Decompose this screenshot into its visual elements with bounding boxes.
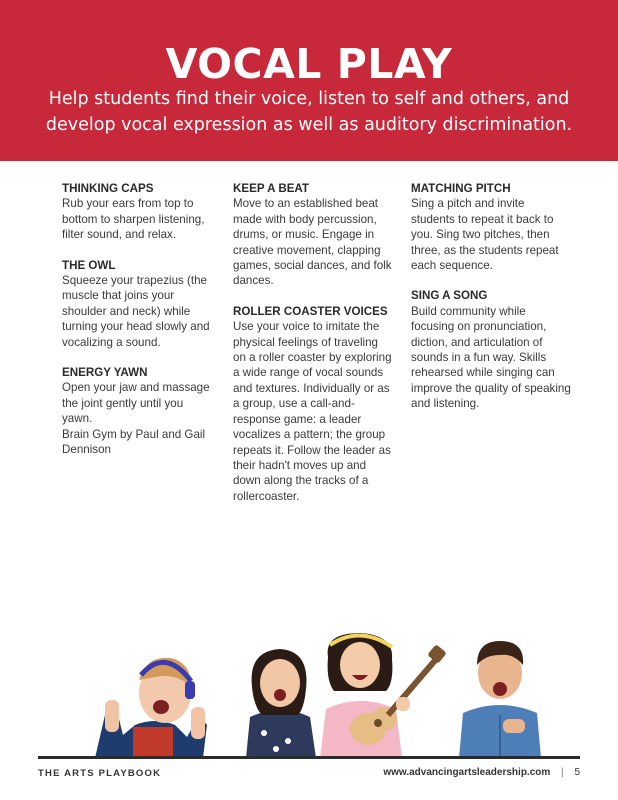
column-1	[62, 181, 212, 473]
girl-singing-image	[240, 637, 320, 758]
section-credit: Brain Gym by Paul and Gail Dennison	[62, 427, 206, 457]
section-body: Sing a pitch and invite students to repeat it back to you. Sing two pitches, then three, as the students repeat each sequence.	[411, 197, 559, 273]
section-title: THE OWL	[62, 258, 116, 272]
section-body: Build community while focusing on pronunciation, diction, and articulation of sounds in a fun way. Skills rehearsed while singing can improve the quality of speaking and listening.	[411, 304, 571, 411]
section-roller-coaster-voices	[233, 304, 393, 504]
boy-denim-image	[455, 633, 545, 758]
section-title: THINKING CAPS	[62, 182, 154, 195]
page-subtitle: Help students find their voice, listen to self and others, and develop vocal expression as well as auditory discrimination.	[45, 89, 573, 135]
publication-name: THE ARTS PLAYBOOK	[38, 768, 162, 779]
page-number: 5	[574, 767, 580, 778]
footer-info	[383, 767, 580, 778]
website-link[interactable]: www.advancingartsleadership.com	[383, 767, 551, 778]
section-title: MATCHING PITCH	[411, 182, 511, 195]
section-body: Squeeze your trapezius (the muscle that joins your shoulder and neck) while turning your head slowly and vocalizing a sound.	[62, 274, 210, 349]
boy-headphones-image	[95, 645, 215, 758]
section-thinking-caps	[62, 181, 212, 243]
section-title: ROLLER COASTER VOICES	[233, 304, 388, 318]
section-keep-a-beat	[233, 181, 393, 289]
section-body: Use your voice to imitate the physical feelings of traveling on a roller coaster by exploring a wide range of vocal sounds and textures. Individually or as a group, use a call-and-response game: a leader vocalizes a pattern; the group repeats it. Follow the leader as their hadn't moves up and down along the tracks of a rollercoaster.	[233, 320, 392, 503]
page-title: VOCAL PLAY	[165, 40, 453, 88]
children-photo-strip	[0, 625, 618, 758]
footer-rule	[38, 756, 580, 759]
section-energy-yawn	[62, 365, 212, 457]
section-body: Open your jaw and massage the joint gently until you yawn.	[62, 381, 210, 426]
column-3	[411, 181, 571, 427]
section-title: KEEP A BEAT	[233, 182, 310, 195]
section-matching-pitch	[411, 181, 571, 273]
section-title: SING A SONG	[411, 289, 488, 303]
header-banner	[0, 0, 618, 161]
section-body: Move to an established beat made with body percussion, drums, or music. Engage in creative movement, clapping games, social dances, and folk dances.	[233, 197, 392, 288]
section-title: ENERGY YAWN	[62, 366, 148, 380]
section-sing-a-song	[411, 288, 571, 411]
section-the-owl	[62, 258, 212, 350]
footer-separator: |	[561, 767, 564, 778]
section-body: Rub your ears from top to bottom to sharpen listening, filter sound, and relax.	[62, 197, 205, 242]
column-2	[233, 181, 393, 519]
girl-ukulele-image	[310, 627, 450, 758]
